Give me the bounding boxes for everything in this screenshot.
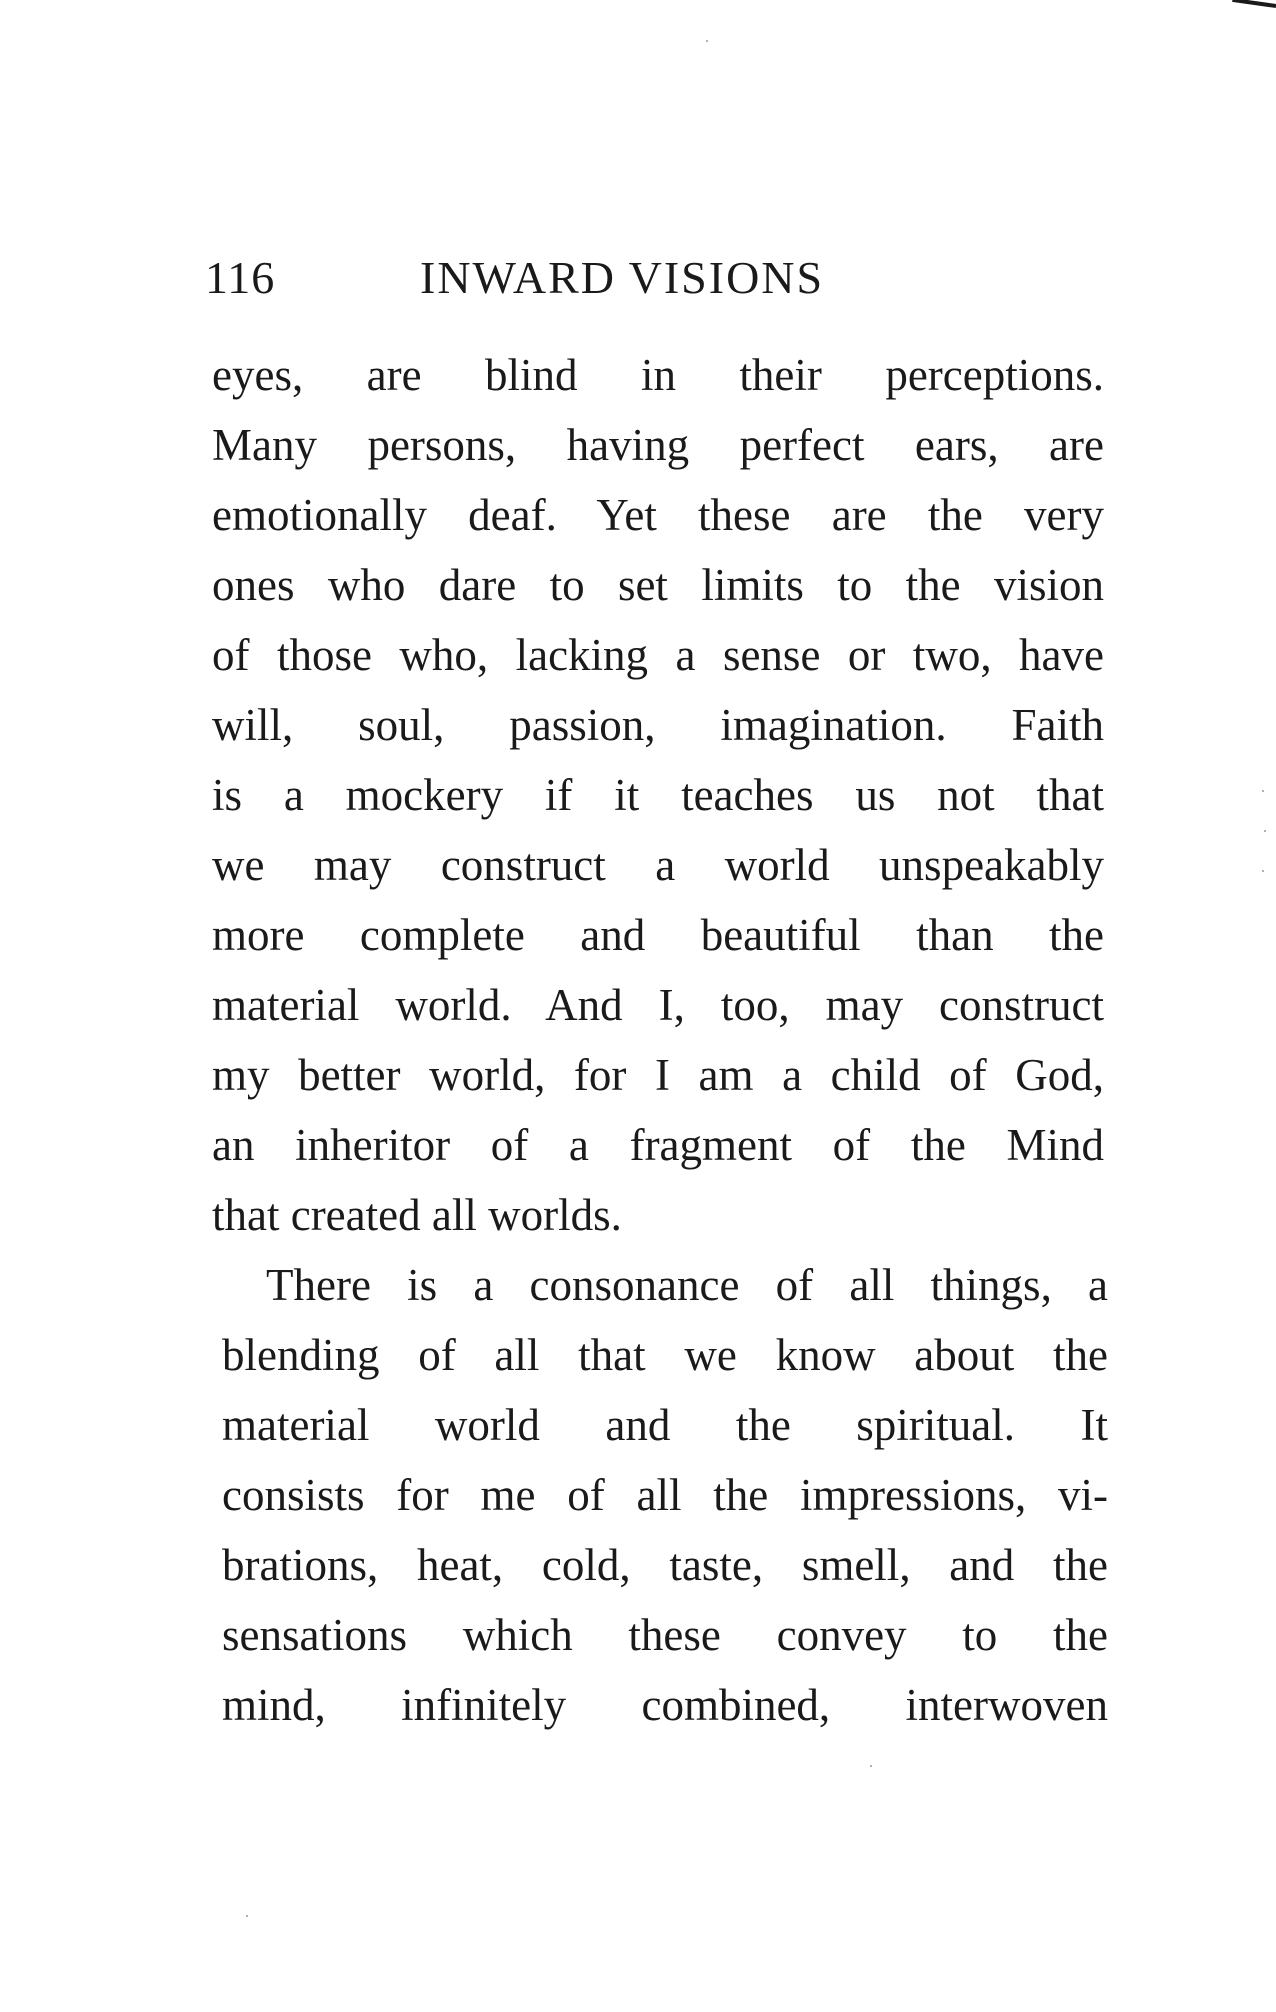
page-header <box>205 248 1105 308</box>
text-line: an inheritor of a fragment of the Mind <box>212 1120 1104 1170</box>
text-line: eyes, are blind in their perceptions. <box>212 350 1104 400</box>
text-line: will, soul, passion, imagination. Faith <box>212 700 1104 750</box>
text-line: ones who dare to set limits to the vision <box>212 560 1104 610</box>
paper-speck <box>1262 790 1264 792</box>
paper-speck <box>1264 830 1266 832</box>
text-line: sensations which these convey to the <box>222 1610 1108 1660</box>
text-line: of those who, lacking a sense or two, have <box>212 630 1104 680</box>
text-line: consists for me of all the impressions, vi- <box>222 1470 1108 1520</box>
paper-speck <box>246 1915 248 1917</box>
text-line: brations, heat, cold, taste, smell, and the <box>222 1540 1108 1590</box>
text-line: material world and the spiritual. It <box>222 1400 1108 1450</box>
text-line: we may construct a world unspeakably <box>212 840 1104 890</box>
text-line: There is a consonance of all things, a <box>266 1260 1108 1310</box>
text-line: blending of all that we know about the <box>222 1330 1108 1380</box>
corner-ink-mark <box>1232 0 1276 8</box>
running-title: INWARD VISIONS <box>420 252 825 303</box>
text-line: emotionally deaf. Yet these are the very <box>212 490 1104 540</box>
paper-speck <box>1262 870 1264 872</box>
text-line: that created all worlds. <box>212 1190 622 1240</box>
paper-speck <box>706 40 708 42</box>
text-line: Many persons, having perfect ears, are <box>212 420 1104 470</box>
paper-speck <box>870 1765 872 1767</box>
text-line: is a mockery if it teaches us not that <box>212 770 1104 820</box>
text-line: mind, infinitely combined, interwoven <box>222 1680 1108 1730</box>
text-line: my better world, for I am a child of God, <box>212 1050 1104 1100</box>
text-line: more complete and beautiful than the <box>212 910 1104 960</box>
page-number: 116 <box>205 252 276 303</box>
text-line: material world. And I, too, may construct <box>212 980 1104 1030</box>
